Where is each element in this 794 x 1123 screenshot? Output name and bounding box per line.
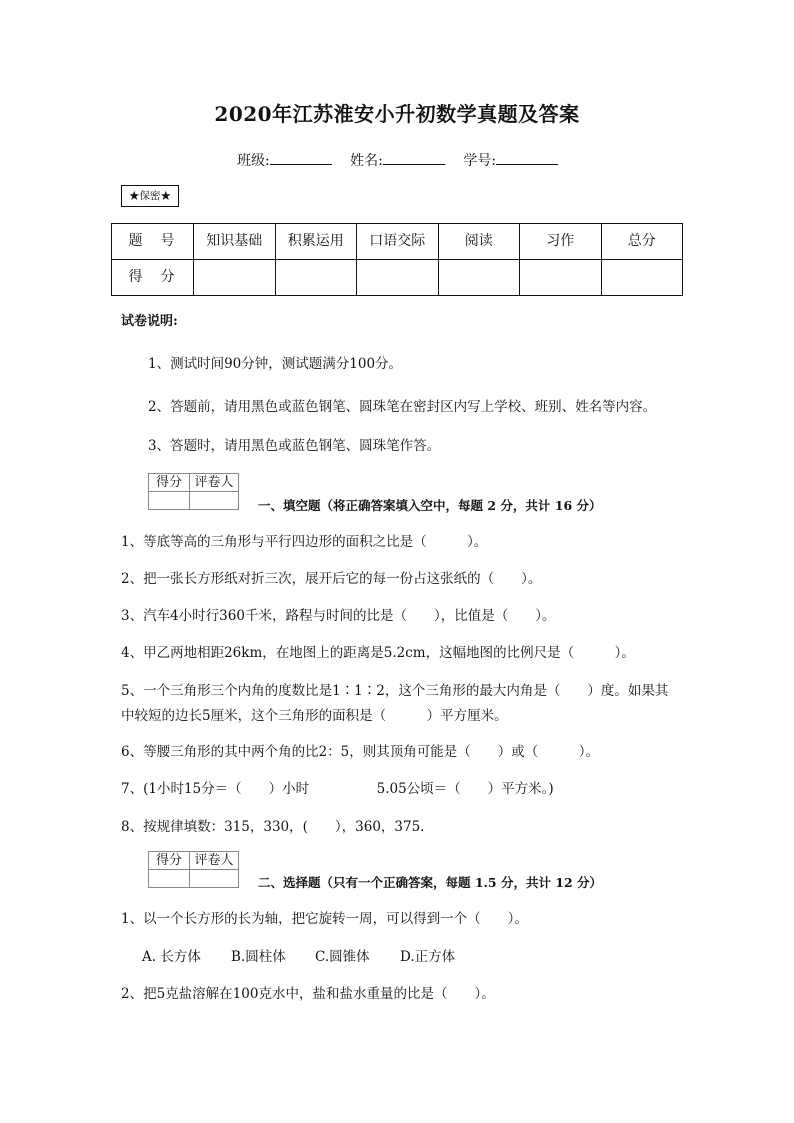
question: 6、等腰三角形的其中两个角的比2：5，则其顶角可能是（ ）或（ ）。 <box>121 744 600 760</box>
header-cell: 积累运用 <box>275 224 357 260</box>
question: 7、(1小时15分＝（ ）小时 5.05公顷＝（ ）平方米。) <box>121 781 554 797</box>
class-blank[interactable] <box>270 150 332 165</box>
grader-score-cell[interactable] <box>149 492 190 510</box>
header-cell: 知识基础 <box>194 224 276 260</box>
grader-name-label: 评卷人 <box>190 852 239 870</box>
question: 2、把一张长方形纸对折三次，展开后它的每一份占这张纸的（ ）。 <box>121 571 542 587</box>
question: 1、等底等高的三角形与平行四边形的面积之比是（ ）。 <box>121 534 488 550</box>
score-table-header-row <box>112 224 683 260</box>
row-label-cell: 得 分 <box>112 260 194 296</box>
question: 5、一个三角形三个内角的度数比是1∶1∶2，这个三角形的最大内角是（ ）度。如果其 <box>121 683 669 699</box>
note-item: 1、测试时间90分钟，测试题满分100分。 <box>148 356 403 372</box>
grader-name-cell[interactable] <box>190 492 239 510</box>
section-2-title: 二、选择题（只有一个正确答案，每题 1.5 分，共计 12 分） <box>258 875 603 890</box>
option-b: B.圆柱体 <box>231 949 286 965</box>
option-c: C.圆锥体 <box>315 949 370 965</box>
section-1-title: 一、填空题（将正确答案填入空中，每题 2 分，共计 16 分） <box>258 498 602 513</box>
header-cell: 总分 <box>601 224 683 260</box>
score-cell[interactable] <box>520 260 602 296</box>
score-cell[interactable] <box>275 260 357 296</box>
score-cell[interactable] <box>438 260 520 296</box>
grader-score-label: 得分 <box>149 852 190 870</box>
option-a: A. 长方体 <box>142 949 201 965</box>
name-blank[interactable] <box>383 150 445 165</box>
header-cell: 阅读 <box>438 224 520 260</box>
score-cell[interactable] <box>601 260 683 296</box>
name-label: 姓名: <box>350 153 383 169</box>
header-cell: 题 号 <box>112 224 194 260</box>
grader-name-label: 评卷人 <box>190 474 239 492</box>
header-cell: 习作 <box>520 224 602 260</box>
grader-score-label: 得分 <box>149 474 190 492</box>
page-title: 2020年江苏淮安小升初数学真题及答案 <box>214 102 580 126</box>
grader-score-cell[interactable] <box>149 870 190 888</box>
question: 8、按规律填数：315，330，( ），360，375. <box>121 819 425 835</box>
grader-box <box>148 851 239 888</box>
header-cell: 口语交际 <box>357 224 439 260</box>
question-continued: 中较短的边长5厘米，这个三角形的面积是（ ）平方厘米。 <box>121 708 508 724</box>
id-label: 学号: <box>463 153 497 169</box>
class-label: 班级: <box>237 153 270 169</box>
score-table <box>111 223 683 296</box>
note-item: 2、答题前，请用黑色或蓝色钢笔、圆珠笔在密封区内写上学校、班别、姓名等内容。 <box>148 399 657 415</box>
id-blank[interactable] <box>496 150 558 165</box>
option-d: D.正方体 <box>400 949 456 965</box>
question: 1、以一个长方形的长为轴，把它旋转一周，可以得到一个（ ）。 <box>121 911 528 927</box>
score-table-score-row <box>112 260 683 296</box>
grader-name-cell[interactable] <box>190 870 239 888</box>
question: 3、汽车4小时行360千米，路程与时间的比是（ ），比值是（ ）。 <box>121 608 556 624</box>
score-cell[interactable] <box>357 260 439 296</box>
grader-box <box>148 473 239 510</box>
notes-heading: 试卷说明: <box>121 314 178 329</box>
note-item: 3、答题时，请用黑色或蓝色钢笔、圆珠笔作答。 <box>148 438 441 454</box>
question: 2、把5克盐溶解在100克水中，盐和盐水重量的比是（ ）。 <box>121 986 495 1002</box>
confidential-badge: ★保密★ <box>121 185 179 207</box>
question: 4、甲乙两地相距26km，在地图上的距离是5.2cm，这幅地图的比例尺是（ ）。 <box>121 645 635 661</box>
student-info-line <box>237 150 572 170</box>
score-cell[interactable] <box>194 260 276 296</box>
